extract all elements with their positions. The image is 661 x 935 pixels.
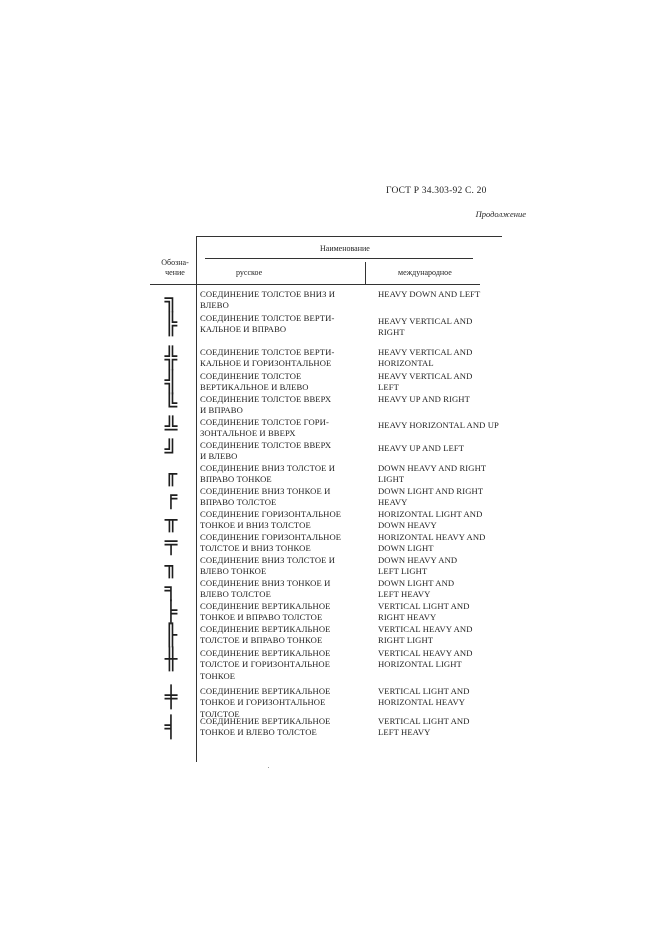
table-row: [150, 289, 510, 313]
russian-name: [200, 417, 370, 440]
international-name-line: VERTICAL LIGHT AND: [378, 686, 470, 696]
table-row: [150, 371, 510, 395]
russian-name: [200, 347, 370, 370]
table-row: [150, 555, 510, 579]
russian-name-line: ВЛЕВО ТОНКОЕ: [200, 566, 267, 577]
russian-name: [200, 716, 370, 739]
russian-name: [200, 624, 370, 647]
designation-header-line: Обозна-: [161, 258, 189, 267]
russian-name-line: ВПРАВО ТОЛСТОЕ: [200, 497, 277, 508]
international-name-line: DOWN HEAVY: [378, 520, 437, 531]
russian-name: [200, 394, 370, 417]
page-header-reference: ГОСТ Р 34.303-92 С. 20: [386, 186, 487, 196]
international-name: [378, 624, 513, 647]
table-row: [150, 313, 510, 337]
box-drawing-symbol: ╠: [164, 312, 178, 336]
russian-name: [200, 463, 370, 486]
box-drawing-symbol: ╬: [164, 346, 178, 370]
russian-name-line: ТОНКОЕ: [200, 670, 236, 681]
designation-header-line: чение: [165, 268, 185, 277]
international-name-line: HEAVY UP AND LEFT: [378, 443, 465, 453]
international-name: [378, 443, 513, 454]
international-name-line: DOWN HEAVY AND RIGHT: [378, 463, 487, 473]
russian-name-line: СОЕДИНЕНИЕ ВЕРТИКАЛЬНОЕ: [200, 686, 331, 696]
table-row: [150, 463, 510, 487]
international-name: [378, 555, 513, 578]
international-name-line: HEAVY HORIZONTAL AND UP: [378, 420, 499, 430]
box-drawing-symbol: ╥: [164, 508, 178, 532]
russian-name-line: ТОЛСТОЕ И ВПРАВО ТОНКОЕ: [200, 635, 323, 646]
russian-name-line: ТОЛСТОЕ И ГОРИЗОНТАЛЬНОЕ: [200, 659, 331, 670]
table-row: [150, 440, 510, 464]
box-drawing-symbol: ╩: [164, 416, 178, 440]
header-bottom-rule: [150, 284, 480, 285]
box-drawing-symbol: ╓: [164, 462, 178, 486]
russian-name-line: ТОНКОЕ И ВНИЗ ТОЛСТОЕ: [200, 520, 311, 531]
table-top-rule: [196, 236, 502, 237]
russian-name: [200, 289, 370, 312]
russian-name-line: ВПРАВО ТОНКОЕ: [200, 474, 272, 485]
russian-name-line: ТОНКОЕ И ГОРИЗОНТАЛЬНОЕ: [200, 697, 326, 708]
box-drawing-symbol: ╝: [164, 439, 178, 463]
russian-name-line: СОЕДИНЕНИЕ ТОЛСТОЕ: [200, 371, 302, 381]
box-drawing-symbol: ╫: [164, 647, 178, 671]
russian-name-line: СОЕДИНЕНИЕ ГОРИЗОНТАЛЬНОЕ: [200, 532, 342, 542]
international-name: [378, 463, 513, 486]
international-name-line: DOWN LIGHT AND RIGHT: [378, 486, 484, 496]
scan-speck: [268, 767, 269, 768]
russian-name: [200, 555, 370, 578]
russian-name-line: СОЕДИНЕНИЕ ВНИЗ ТОНКОЕ И: [200, 578, 331, 588]
international-name: [378, 509, 513, 532]
russian-name-line: ТОНКОЕ И ВЛЕВО ТОЛСТОЕ: [200, 727, 317, 738]
international-name-line: VERTICAL LIGHT AND: [378, 716, 470, 726]
international-name: [378, 716, 513, 739]
table-row: [150, 417, 510, 441]
international-name-line: RIGHT: [378, 327, 405, 338]
international-name: [378, 486, 513, 509]
international-name: [378, 289, 513, 300]
name-header: Наименование: [320, 244, 370, 253]
box-drawing-symbol: ╟: [164, 623, 178, 647]
russian-name-line: СОЕДИНЕНИЕ ВНИЗ ТОЛСТОЕ И: [200, 463, 336, 473]
table-row: [150, 486, 510, 510]
russian-name: [200, 532, 370, 555]
table-row: [150, 394, 510, 418]
international-name-line: LIGHT: [378, 474, 405, 485]
russian-name: [200, 578, 370, 601]
russian-name-line: ВЛЕВО ТОЛСТОЕ: [200, 589, 271, 600]
international-name-line: RIGHT HEAVY: [378, 612, 437, 623]
russian-name: [200, 440, 370, 463]
russian-name: [200, 686, 370, 720]
international-name-line: VERTICAL HEAVY AND: [378, 648, 473, 658]
international-name-line: HORIZONTAL: [378, 358, 434, 369]
russian-name-line: СОЕДИНЕНИЕ ВЕРТИКАЛЬНОЕ: [200, 601, 331, 611]
international-name-line: HEAVY: [378, 497, 408, 508]
international-name-line: HORIZONTAL HEAVY: [378, 697, 466, 708]
box-drawing-symbol: ╕: [164, 577, 178, 601]
russian-name: [200, 371, 370, 394]
russian-name-line: СОЕДИНЕНИЕ ТОЛСТОЕ ВВЕРХ: [200, 440, 332, 450]
box-drawing-symbol: ╚: [164, 393, 178, 417]
international-name: [378, 371, 513, 394]
international-name-line: DOWN HEAVY AND: [378, 555, 458, 565]
box-drawing-symbol: ╡: [164, 715, 178, 739]
international-name: [378, 578, 513, 601]
table-row: [150, 347, 510, 371]
international-name-line: HEAVY VERTICAL AND: [378, 316, 473, 326]
russian-name-line: СОЕДИНЕНИЕ ТОЛСТОЕ ВВЕРХ: [200, 394, 332, 404]
russian-name-line: СОЕДИНЕНИЕ ВНИЗ ТОНКОЕ И: [200, 486, 331, 496]
russian-name-line: СОЕДИНЕНИЕ ВЕРТИКАЛЬНОЕ: [200, 716, 331, 726]
international-name-line: DOWN LIGHT: [378, 543, 434, 554]
international-name-line: LEFT HEAVY: [378, 727, 431, 738]
name-subheader-rule: [205, 258, 473, 259]
russian-header: русское: [236, 268, 263, 277]
russian-name-line: И ВЛЕВО: [200, 451, 238, 462]
international-name-line: HORIZONTAL HEAVY AND: [378, 532, 486, 542]
language-column-divider: [365, 262, 366, 284]
russian-name: [200, 313, 370, 336]
international-name-line: LEFT HEAVY: [378, 589, 431, 600]
box-drawing-symbol: ╣: [164, 370, 178, 394]
designation-header: [157, 258, 193, 278]
box-drawing-symbol: ╞: [164, 600, 178, 624]
international-name-line: VERTICAL LIGHT AND: [378, 601, 470, 611]
table-row: [150, 716, 510, 740]
russian-name-line: СОЕДИНЕНИЕ ВЕРТИКАЛЬНОЕ: [200, 624, 331, 634]
international-name-line: LEFT: [378, 382, 399, 393]
international-name: [378, 316, 513, 339]
international-name: [378, 648, 513, 671]
russian-name-line: СОЕДИНЕНИЕ ГОРИЗОНТАЛЬНОЕ: [200, 509, 342, 519]
continuation-label: Продолжение: [475, 209, 526, 219]
russian-name-line: СОЕДИНЕНИЕ ТОЛСТОЕ ГОРИ-: [200, 417, 329, 427]
international-name: [378, 420, 513, 431]
table-row: [150, 509, 510, 533]
international-name: [378, 686, 513, 709]
russian-name-line: ТОНКОЕ И ВПРАВО ТОЛСТОЕ: [200, 612, 323, 623]
table-row: [150, 685, 510, 719]
russian-name: [200, 601, 370, 624]
box-drawing-symbol: ╖: [164, 554, 178, 578]
international-name-line: LEFT LIGHT: [378, 566, 428, 577]
russian-name-line: ВЕРТИКАЛЬНОЕ И ВЛЕВО: [200, 382, 309, 393]
box-drawing-symbol: ╒: [164, 485, 178, 509]
international-name-line: HEAVY VERTICAL AND: [378, 371, 473, 381]
international-name-line: RIGHT LIGHT: [378, 635, 434, 646]
international-header: международное: [398, 268, 452, 277]
russian-name-line: И ВПРАВО: [200, 405, 243, 416]
international-name-line: VERTICAL HEAVY AND: [378, 624, 473, 634]
russian-name-line: СОЕДИНЕНИЕ ТОЛСТОЕ ВЕРТИ-: [200, 347, 335, 357]
russian-name: [200, 486, 370, 509]
table-row: [150, 601, 510, 625]
table-row: [150, 647, 510, 681]
russian-name-line: СОЕДИНЕНИЕ ТОЛСТОЕ ВНИЗ И: [200, 289, 336, 299]
table-row: [150, 532, 510, 556]
international-name-line: HEAVY UP AND RIGHT: [378, 394, 470, 404]
table-row: [150, 578, 510, 602]
international-name: [378, 601, 513, 624]
international-name-line: HORIZONTAL LIGHT AND: [378, 509, 483, 519]
international-name-line: HEAVY VERTICAL AND: [378, 347, 473, 357]
international-name-line: DOWN LIGHT AND: [378, 578, 455, 588]
table-row: [150, 624, 510, 648]
international-name: [378, 347, 513, 370]
russian-name-line: КАЛЬНОЕ И ВПРАВО: [200, 324, 287, 335]
international-name-line: HORIZONTAL LIGHT: [378, 659, 462, 670]
international-name: [378, 532, 513, 555]
russian-name-line: СОЕДИНЕНИЕ ВНИЗ ТОЛСТОЕ И: [200, 555, 336, 565]
international-name-line: HEAVY DOWN AND LEFT: [378, 289, 481, 299]
international-name: [378, 394, 513, 405]
russian-name-line: ТОЛСТОЕ И ВНИЗ ТОНКОЕ: [200, 543, 311, 554]
box-drawing-symbol: ╪: [164, 685, 178, 709]
russian-name-line: ВЛЕВО: [200, 300, 229, 311]
russian-name: [200, 509, 370, 532]
box-drawing-symbol: ╗: [164, 288, 178, 312]
russian-name: [200, 648, 370, 682]
russian-name-line: ЗОНТАЛЬНОЕ И ВВЕРХ: [200, 428, 296, 439]
russian-name-line: СОЕДИНЕНИЕ ВЕРТИКАЛЬНОЕ: [200, 648, 331, 658]
russian-name-line: КАЛЬНОЕ И ГОРИЗОНТАЛЬНОЕ: [200, 358, 332, 369]
box-drawing-symbol: ╤: [164, 531, 178, 555]
russian-name-line: ТОЛСТОЕ: [200, 708, 240, 719]
russian-name-line: СОЕДИНЕНИЕ ТОЛСТОЕ ВЕРТИ-: [200, 313, 335, 323]
